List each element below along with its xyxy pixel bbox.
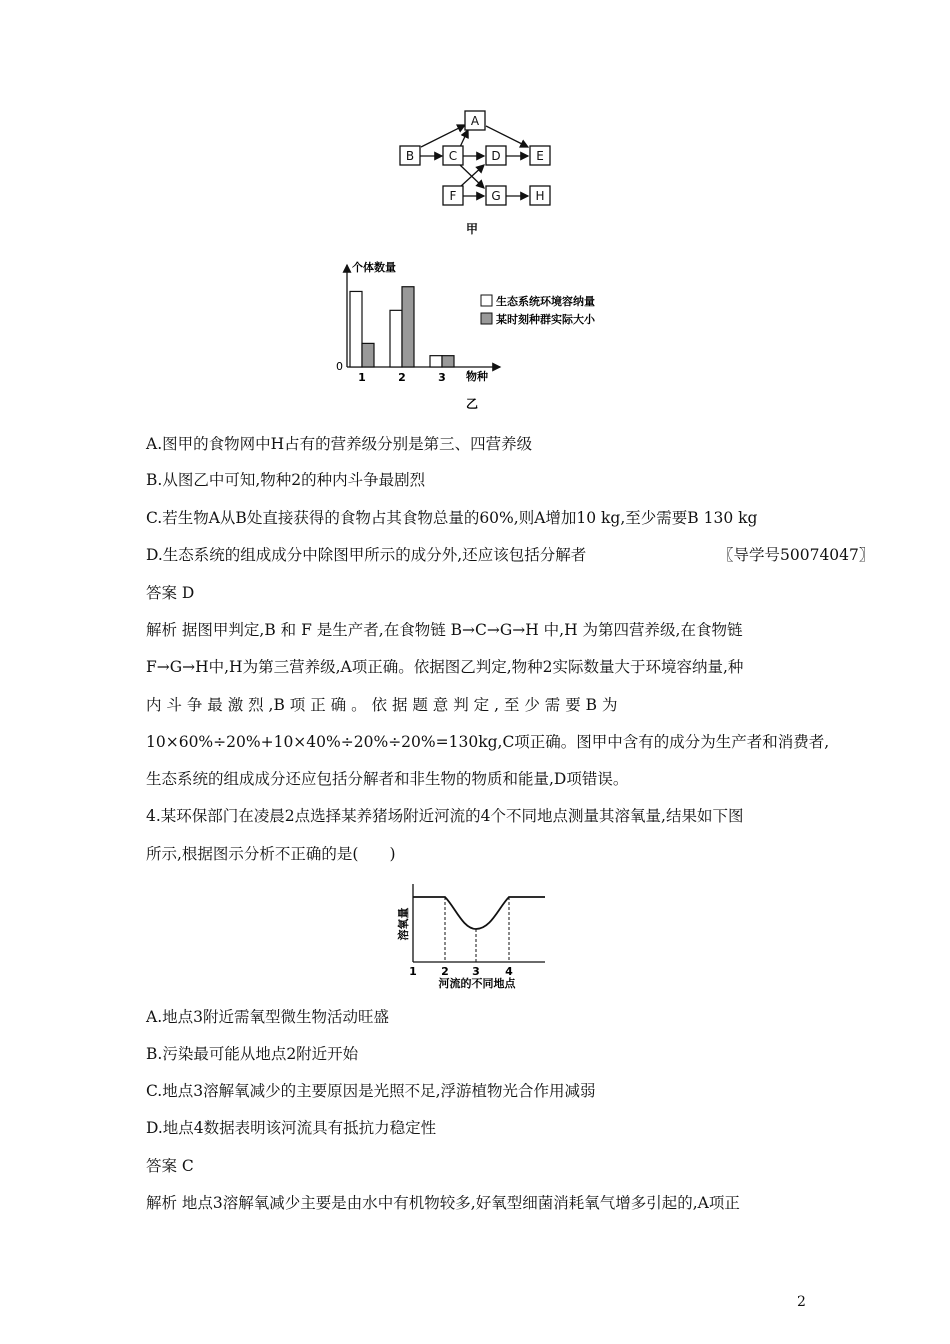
explanation-4-line1: 解析 地点3溶解氧减少主要是由水中有机物较多,好氧型细菌消耗氧气增多引起的,A项正: [146, 1194, 740, 1212]
x-tick-1: 1: [358, 371, 366, 384]
x-axis-label: 物种: [466, 370, 488, 383]
option-a: A.图甲的食物网中H占有的营养级分别是第三、四营养级: [146, 435, 533, 453]
tick-2: 2: [441, 965, 449, 978]
food-web-diagram: [390, 100, 570, 240]
page-number: 2: [797, 1294, 806, 1310]
oxygen-line-chart: [393, 880, 563, 990]
figure-jia-caption: 甲: [465, 222, 479, 236]
node-a: A: [470, 114, 480, 128]
option-4a: A.地点3附近需氧型微生物活动旺盛: [146, 1008, 389, 1026]
option-4b: B.污染最可能从地点2附近开始: [146, 1045, 359, 1063]
explanation-3-line3: 内 斗 争 最 激 烈 ,B 项 正 确 。 依 据 题 意 判 定 , 至 少 需 要 B 为: [146, 696, 618, 714]
tick-1: 1: [409, 965, 417, 978]
option-4c: C.地点3溶解氧减少的主要原因是光照不足,浮游植物光合作用减弱: [146, 1082, 596, 1100]
explanation-3-line4: 10×60%÷20%+10×40%÷20%÷20%=130kg,C项正确。图甲中含有的成分为生产者和消费者,: [146, 733, 830, 751]
x-tick-2: 2: [398, 371, 406, 384]
option-b: B.从图乙中可知,物种2的种内斗争最剧烈: [146, 471, 426, 489]
tick-4: 4: [505, 965, 513, 978]
node-d: D: [491, 149, 501, 163]
node-g: G: [491, 189, 501, 203]
question-4-line1: 4.某环保部门在凌晨2点选择某养猪场附近河流的4个不同地点测量其溶氧量,结果如下图: [146, 807, 744, 825]
bar-chart: [330, 255, 630, 415]
y-axis-label: 个体数量: [352, 261, 396, 274]
legend-actual: 某时刻种群实际大小: [496, 313, 595, 326]
bar-species-1-series-2: [362, 343, 374, 367]
explanation-3-line1: 解析 据图甲判定,B 和 F 是生产者,在食物链 B→C→G→H 中,H 为第四营养级,在食物链: [146, 621, 743, 639]
explanation-3-line2: F→G→H中,H为第三营养级,A项正确。依据图乙判定,物种2实际数量大于环境容纳量,种: [146, 658, 744, 676]
bar-species-2-series-2: [402, 287, 414, 367]
legend-capacity: 生态系统环境容纳量: [496, 295, 595, 308]
explanation-3-line5: 生态系统的组成成分还应包括分解者和非生物的物质和能量,D项错误。: [146, 770, 629, 788]
x-tick-3: 3: [438, 371, 446, 384]
bar-species-1-series-1: [350, 291, 362, 367]
bar-species-3-series-1: [430, 356, 442, 367]
oxygen-curve: [413, 897, 545, 929]
answer-4: 答案 C: [146, 1157, 194, 1175]
bar-species-3-series-2: [442, 356, 454, 367]
node-c: C: [448, 149, 458, 163]
answer-3: 答案 D: [146, 584, 195, 602]
tick-3: 3: [472, 965, 480, 978]
figure-yi-caption: 乙: [465, 397, 479, 411]
node-b: B: [405, 149, 415, 163]
legend-swatch-capacity: [481, 295, 492, 306]
node-f: F: [449, 189, 457, 203]
question-4-line2: 所示,根据图示分析不正确的是( ): [146, 845, 396, 863]
option-d: D.生态系统的组成成分中除图甲所示的成分外,还应该包括分解者: [146, 546, 587, 564]
guide-number: 〖导学号50074047〗: [718, 546, 875, 564]
option-c: C.若生物A从B处直接获得的食物占其食物总量的60%,则A增加10 kg,至少需要B 130 kg: [146, 509, 758, 527]
x-axis-label: 河流的不同地点: [438, 977, 516, 990]
origin-label: 0: [336, 360, 343, 373]
node-h: H: [535, 189, 545, 203]
node-e: E: [536, 149, 544, 163]
legend-swatch-actual: [481, 313, 492, 324]
y-axis-label: 溶氧量: [397, 907, 410, 941]
bar-species-2-series-1: [390, 310, 402, 367]
option-4d: D.地点4数据表明该河流具有抵抗力稳定性: [146, 1119, 437, 1137]
